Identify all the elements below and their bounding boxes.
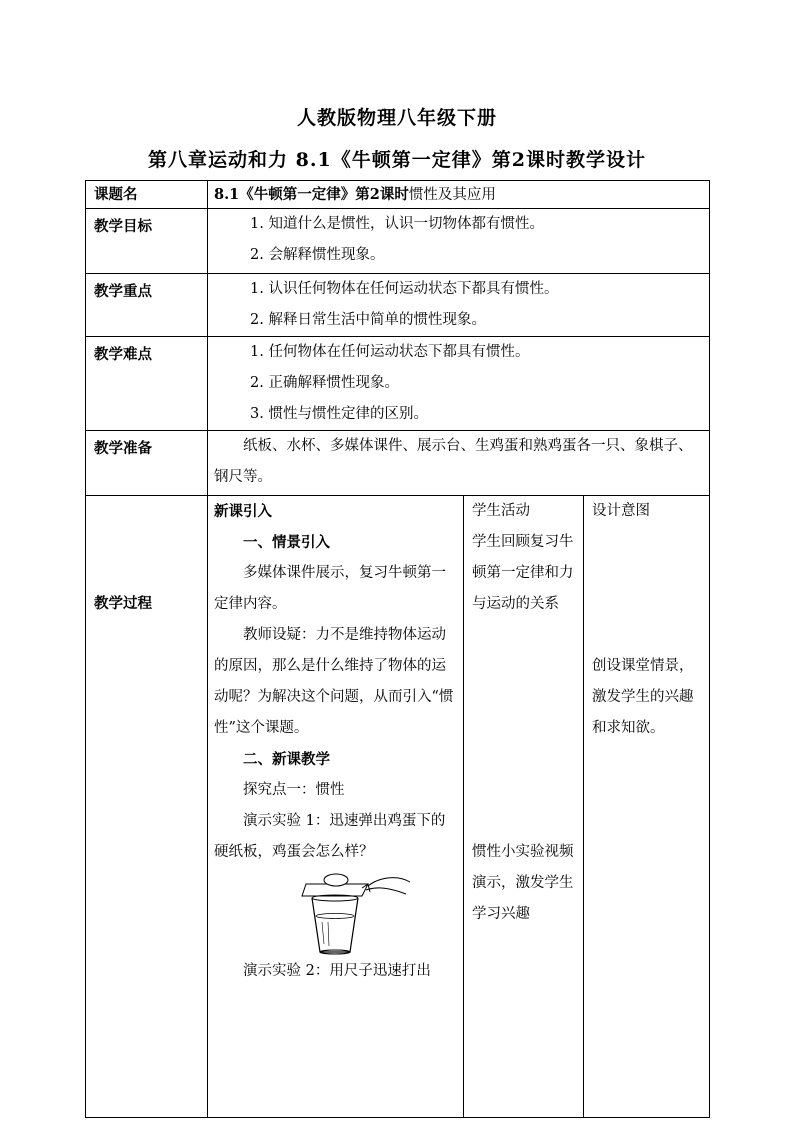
label-key: 教学重点 [86, 274, 208, 337]
difficult-item: 1. 任何物体在任何运动状态下都具有惯性。 [250, 344, 530, 360]
key-item: 1. 认识任何物体在任何运动状态下都具有惯性。 [250, 281, 559, 297]
row-goals [86, 209, 710, 274]
document-subtitle: 第八章运动和力 8.1《牛顿第一定律》第2课时教学设计 [148, 149, 646, 171]
student-activity-item: 学生回顾复习牛顿第一定律和力与运动的关系 [472, 534, 574, 612]
section-heading: 二、新课教学 [243, 751, 330, 768]
paragraph: 探究点一：惯性 [243, 782, 345, 798]
paragraph: 多媒体课件展示，复习牛顿第一定律内容。 [214, 565, 446, 612]
topic-value-bold: 8.1《牛顿第一定律》第2课时 [214, 186, 409, 203]
egg-cup-illustration [298, 872, 418, 956]
student-activity-header: 学生活动 [472, 503, 530, 519]
goal-item: 2. 会解释惯性现象。 [250, 247, 385, 263]
difficult-item: 3. 惯性与惯性定律的区别。 [250, 406, 428, 422]
key-content [208, 274, 710, 337]
key-item: 2. 解释日常生活中简单的惯性现象。 [250, 312, 486, 328]
student-activity [464, 496, 584, 1118]
lesson-plan-table [85, 180, 710, 1118]
section-heading: 一、情景引入 [243, 534, 330, 551]
prep-content [208, 431, 710, 496]
intro-heading: 新课引入 [214, 503, 272, 520]
design-intent [584, 496, 710, 1118]
goal-item: 1. 知道什么是惯性，认识一切物体都有惯性。 [250, 216, 544, 232]
design-intent-header: 设计意图 [592, 503, 650, 519]
row-prep [86, 431, 710, 496]
design-intent-item: 创设课堂情景，激发学生的兴趣和求知欲。 [592, 658, 694, 736]
row-difficult [86, 337, 710, 431]
label-goals: 教学目标 [86, 209, 208, 274]
topic-value [208, 181, 710, 209]
document-title: 人教版物理八年级下册 [296, 107, 497, 129]
paragraph: 演示实验 1：迅速弹出鸡蛋下的硬纸板，鸡蛋会怎么样？ [214, 813, 446, 860]
difficult-item: 2. 正确解释惯性现象。 [250, 375, 399, 391]
label-topic: 课题名 [86, 181, 208, 209]
topic-value-rest: 惯性及其应用 [408, 187, 496, 203]
process-content [208, 496, 464, 1118]
row-topic [86, 181, 710, 209]
paragraph: 教师设疑：力不是维持物体运动的原因，那么是什么维持了物体的运动呢？为解决这个问题，从而引入“惯性”这个课题。 [214, 627, 454, 736]
row-process [86, 496, 710, 1118]
experiment-illustration [208, 868, 463, 956]
paragraph: 演示实验 2：用尺子迅速打出 [243, 963, 431, 979]
goals-content [208, 209, 710, 274]
label-difficult: 教学难点 [86, 337, 208, 431]
label-prep: 教学准备 [86, 431, 208, 496]
row-key [86, 274, 710, 337]
difficult-content [208, 337, 710, 431]
student-activity-item: 惯性小实验视频演示，激发学生学习兴趣 [472, 844, 574, 922]
label-process: 教学过程 [86, 496, 208, 1118]
prep-text: 纸板、水杯、多媒体课件、展示台、生鸡蛋和熟鸡蛋各一只、象棋子、钢尺等。 [214, 438, 693, 485]
